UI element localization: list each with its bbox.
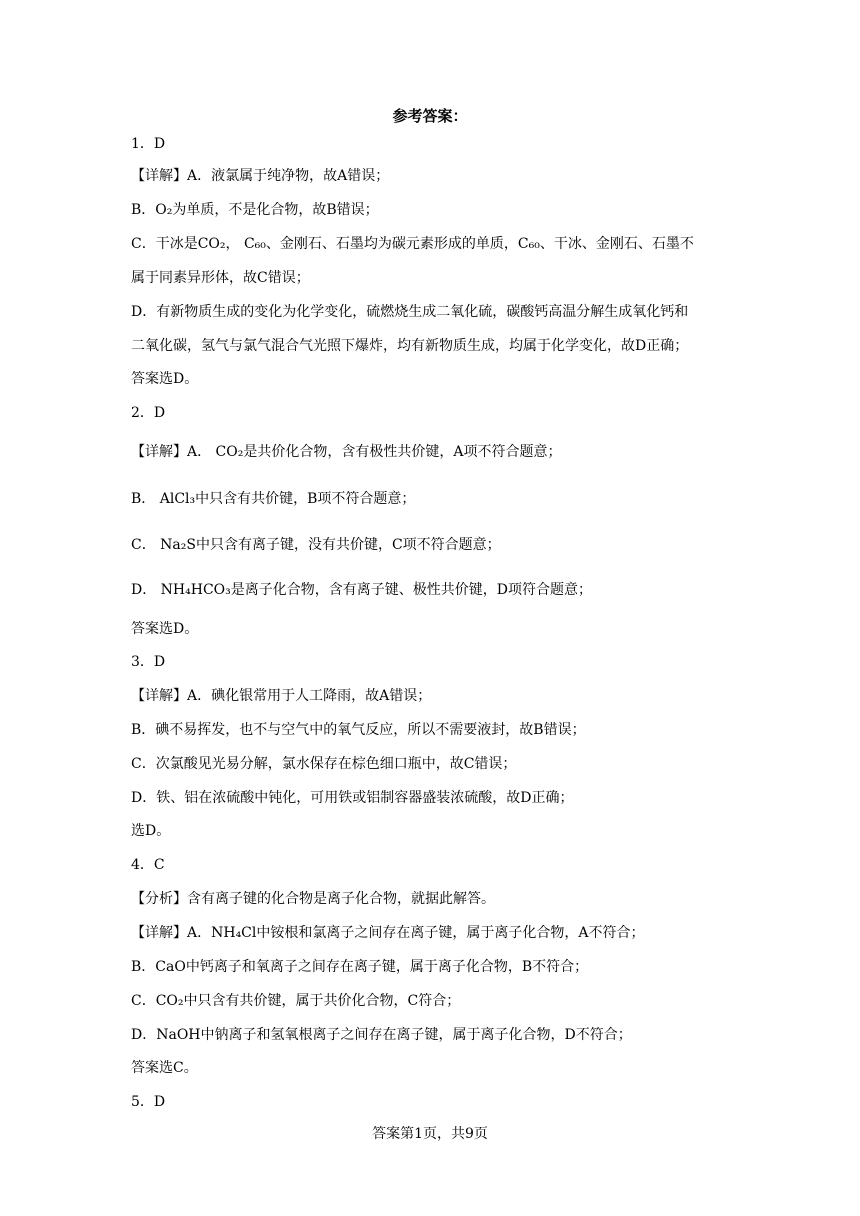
answer-line: B．O₂为单质，不是化合物，故B错误； bbox=[131, 202, 379, 218]
answer-line: 【分析】含有离子键的化合物是离子化合物，就据此解答。 bbox=[131, 891, 495, 907]
answer-line: 1．D bbox=[131, 136, 166, 152]
answer-line: D．铁、铝在浓硫酸中钝化，可用铁或铝制容器盛装浓硫酸，故D正确； bbox=[131, 790, 574, 806]
answer-line: 2．D bbox=[131, 405, 166, 421]
answer-line: 【详解】A． CO₂是共价化合物，含有极性共价键，A项不符合题意； bbox=[131, 444, 562, 460]
answer-line: 二氧化碳，氢气与氯气混合气光照下爆炸，均有新物质生成，均属于化学变化，故D正确； bbox=[131, 338, 689, 354]
answer-line: 答案选C。 bbox=[131, 1060, 198, 1076]
answer-line: C．次氯酸见光易分解，氯水保存在棕色细口瓶中，故C错误； bbox=[131, 756, 517, 772]
answer-line: 4．C bbox=[131, 857, 165, 873]
answer-line: 属于同素异形体，故C错误； bbox=[131, 270, 310, 286]
answer-line: C． Na₂S中只含有离子键，没有共价键，C项不符合题意； bbox=[131, 537, 501, 553]
answer-line: C．干冰是CO₂， C₆₀、金刚石、石墨均为碳元素形成的单质，C₆₀、干冰、金刚石、石墨不 bbox=[131, 236, 694, 252]
answer-line: 【详解】A．碘化银常用于人工降雨，故A错误； bbox=[131, 688, 432, 704]
page-title: 参考答案： bbox=[392, 107, 468, 125]
page-footer: 答案第1页，共9页 bbox=[372, 1126, 488, 1142]
answer-line: D． NH₄HCO₃是离子化合物，含有离子键、极性共价键，D项符合题意； bbox=[131, 582, 592, 598]
answer-line: C．CO₂中只含有共价键，属于共价化合物，C符合； bbox=[131, 993, 461, 1009]
answer-line: 5．D bbox=[131, 1094, 166, 1110]
answer-line: D．NaOH中钠离子和氢氧根离子之间存在离子键，属于离子化合物，D不符合； bbox=[131, 1027, 632, 1043]
answer-line: D．有新物质生成的变化为化学变化，硫燃烧生成二氧化硫，碳酸钙高温分解生成氧化钙和 bbox=[131, 304, 689, 320]
answer-line: B． AlCl₃中只含有共价键，B项不符合题意； bbox=[131, 491, 416, 507]
answer-line: 3．D bbox=[131, 654, 166, 670]
answer-line: 【详解】A．NH₄Cl中铵根和氯离子之间存在离子键，属于离子化合物，A不符合； bbox=[131, 925, 645, 941]
answer-line: 【详解】A．液氯属于纯净物，故A错误； bbox=[131, 168, 390, 184]
answer-line: 答案选D。 bbox=[131, 371, 199, 387]
answer-line: B．碘不易挥发，也不与空气中的氧气反应，所以不需要液封，故B错误； bbox=[131, 722, 586, 738]
answer-line: 选D。 bbox=[131, 823, 171, 839]
answer-line: B．CaO中钙离子和氧离子之间存在离子键，属于离子化合物，B不符合； bbox=[131, 959, 589, 975]
answer-line: 答案选D。 bbox=[131, 621, 199, 637]
